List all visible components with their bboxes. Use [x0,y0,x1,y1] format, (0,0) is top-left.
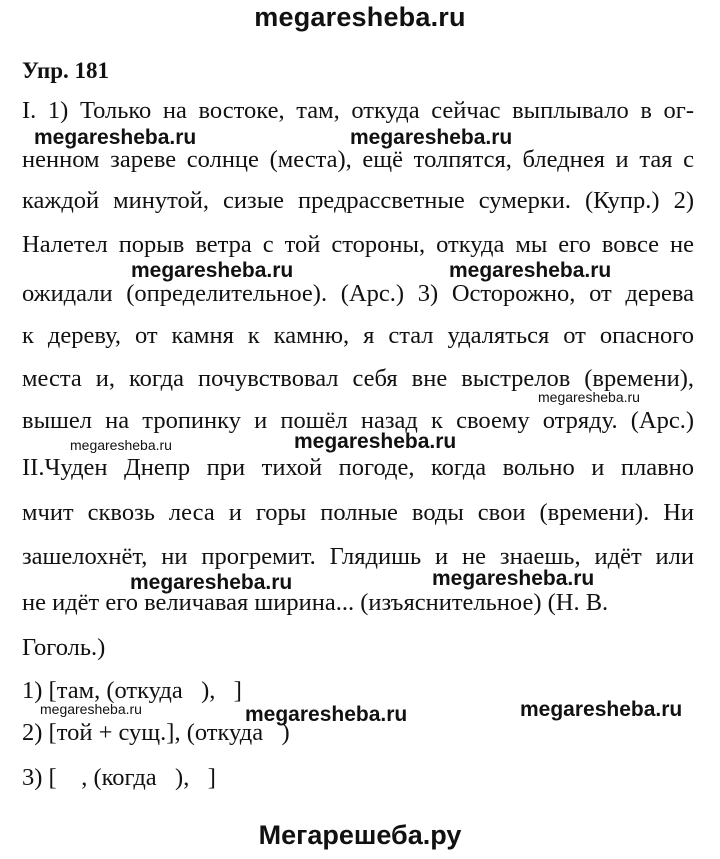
site-header: megaresheba.ru [254,2,466,32]
text-line-6: к дереву, от камня к камню, я стал удаляться от опасного [22,322,694,349]
watermark: megaresheba.ru [538,389,640,405]
watermark: megaresheba.ru [131,259,294,282]
text-line-10: мчит сквозь леса и горы полные воды свои (времени). Ни [22,499,694,526]
watermark: megaresheba.ru [350,126,513,149]
text-line-4: Налетел порыв ветра с той стороны, откуда мы его вовсе не [22,231,694,258]
watermark: megaresheba.ru [432,567,595,590]
text-line-2: ненном зареве солнце (места), ещё толпятся, бледнея и тая с [22,146,694,173]
text-line-5: ожидали (определительное). (Арс.) 3) Осторожно, от дерева [22,280,694,307]
watermark: megaresheba.ru [130,571,293,594]
watermark: megaresheba.ru [449,259,612,282]
text-line-11: зашелохнёт, ни прогремит. Глядишь и не знаешь, идёт или [22,543,694,570]
text-line-12: не идёт его величавая ширина... (изъяснительное) (Н. В. [22,589,609,616]
watermark: megaresheba.ru [70,437,172,453]
exercise-title: Упр. 181 [22,58,110,83]
text-line-8: вышел на тропинку и пошёл назад к своему отряду. (Арс.) [22,407,694,434]
site-footer: Мегарешеба.ру [258,820,462,850]
scheme-1: 1) [там, (откуда ), ] [22,677,242,704]
scheme-3: 3) [ , (когда ), ] [22,764,216,791]
watermark: megaresheba.ru [34,126,197,149]
scheme-2: 2) [той + сущ.], (откуда ) [22,719,290,746]
watermark: megaresheba.ru [294,430,457,453]
text-line-3: каждой минутой, сизые предрассветные сумерки. (Купр.) 2) [22,187,694,214]
text-line-1: I. 1) Только на востоке, там, откуда сейчас выплывало в ог- [22,97,694,124]
watermark: megaresheba.ru [245,703,408,726]
watermark: megaresheba.ru [40,701,142,717]
watermark: megaresheba.ru [520,698,683,721]
text-line-7: места и, когда почувствовал себя вне выстрелов (времени), [22,365,694,392]
text-line-13: Гоголь.) [22,634,106,661]
text-line-9: II.Чуден Днепр при тихой погоде, когда вольно и плавно [22,454,694,481]
